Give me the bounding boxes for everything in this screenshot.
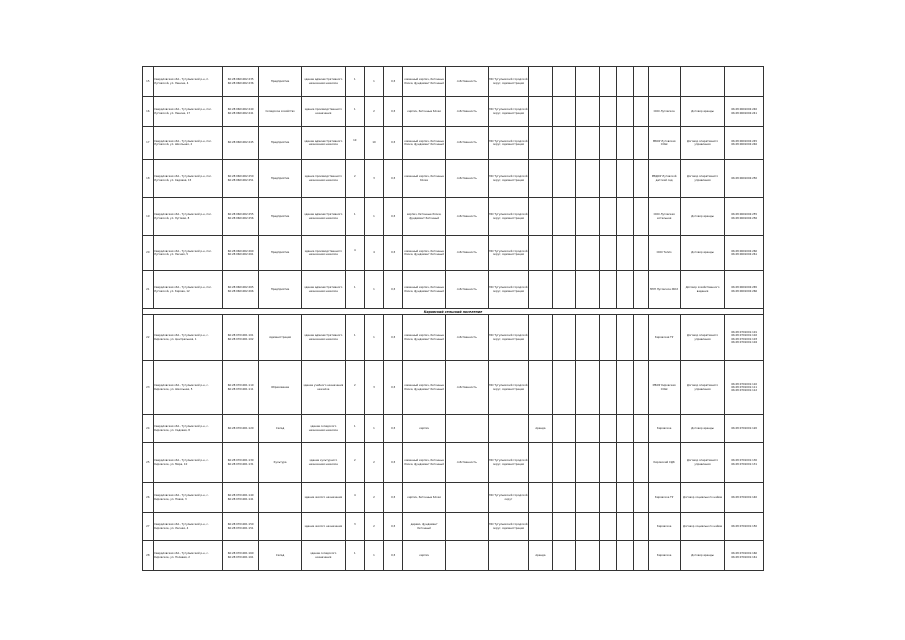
cadastral-number-cell: 66:28:0601002:240 66:28:0601002:241 [223,97,259,127]
purpose-cell: Предприятие [259,236,302,271]
material-cell: каменный кирпич, бетонные блоки, фундамент бетонный [403,271,446,309]
col-g-cell [599,315,616,361]
purpose-cell: Образование [259,361,302,415]
row-number: 21 [143,271,154,309]
col-g-cell [599,67,616,97]
owner-cell: МО Тугулымский городской округ, Администрация [488,361,529,415]
ownership-cell: собственность [445,361,488,415]
purpose-cell: Предприятие [259,67,302,97]
ownership-cell: собственность [445,315,488,361]
table-row [143,67,764,97]
col-d-cell [529,483,552,513]
value-b-cell: 2 [364,97,383,127]
col-e-cell [552,198,575,236]
row-number: 19 [143,198,154,236]
material-cell: каменный кирпич, бетонные блоки, фундамент бетонный [403,315,446,361]
object-type-cell: здание культурного назначения нежилое [301,443,345,483]
col-i-cell [633,127,648,160]
col-e-cell [552,67,575,97]
material-cell: каменный кирпич, бетонные блоки, фундамент бетонный [403,443,446,483]
value-a-cell: 1 [345,97,364,127]
ownership-cell: собственность [445,127,488,160]
material-cell: кирпич, бетонные блоки, фундамент бетонный [403,198,446,236]
col-h-cell [616,315,633,361]
object-type-cell: здание производственного назначения [301,97,345,127]
material-cell: кирпич, бетонные блоки [403,483,446,513]
cadastral-number-cell: 66:28:0701001:140 66:28:0701001:141 [223,483,259,513]
user-cell: МБДОУ Луговской детский сад [648,160,680,198]
table-row [143,361,764,415]
user-cell: Кировская ТУ [648,315,680,361]
value-a-cell: 1 [345,541,364,571]
owner-cell: МО Тугулымский городской округ, Администрация [488,443,529,483]
basis-cell: Договор аренды [680,541,725,571]
col-d-cell [529,127,552,160]
col-d-cell [529,97,552,127]
registration-cell: 66:28:0701001:120 [725,415,764,443]
material-cell: каменный кирпич, бетонные блоки [403,160,446,198]
user-cell: МБОУ Луговская СОШ [648,127,680,160]
col-g-cell [599,361,616,415]
registration-cell: 66:28:0701001:140 [725,483,764,513]
cadastral-number-cell: 66:28:0601002:245 [223,127,259,160]
cadastral-number-cell: 66:28:0601002:235 66:28:0601002:236 [223,67,259,97]
registration-cell: 66:28:0601002:255 66:28:0601002:256 [725,198,764,236]
row-number: 20 [143,236,154,271]
col-d-cell [529,236,552,271]
col-f-cell [576,198,599,236]
ownership-cell [445,415,488,443]
row-number: 25 [143,443,154,483]
object-type-cell: здание административного назначения нежилое [301,67,345,97]
row-number: 22 [143,315,154,361]
value-b-cell: 2 [364,483,383,513]
material-cell: дерево, фундамент бетонный [403,513,446,541]
purpose-cell: Складское хозяйство [259,97,302,127]
col-e-cell [552,127,575,160]
col-f-cell [576,236,599,271]
object-type-cell: здание жилого назначения [301,483,345,513]
basis-cell: Договор хозяйственного ведения [680,271,725,309]
user-cell: ООО Луговское [648,97,680,127]
value-b-cell: 3 [364,160,383,198]
value-a-cell: 1 [345,415,364,443]
address-cell: Свердловская обл., Тугулымский р-н, пос. Луговской, ул. Луговая, 8 [153,198,222,236]
col-d-cell [529,443,552,483]
col-f-cell [576,483,599,513]
col-i-cell [633,513,648,541]
basis-cell [680,67,725,97]
col-f-cell [576,160,599,198]
table-row [143,443,764,483]
row-number: 26 [143,483,154,513]
ownership-cell: собственность [445,236,488,271]
row-number: 15 [143,67,154,97]
col-e-cell [552,541,575,571]
basis-cell: Договор аренды [680,97,725,127]
value-a-cell: 2 [345,361,364,415]
col-f-cell [576,415,599,443]
col-d-cell [529,67,552,97]
col-e-cell [552,361,575,415]
value-b-cell: 2 [364,443,383,483]
col-f-cell [576,443,599,483]
registration-cell: 66:28:0701001:101 66:28:0701001:102 66:28:0701001:103 66:28:0701001:104 [725,315,764,361]
address-cell: Свердловская обл., Тугулымский р-н, с. Кировское, ул. Лесная, 4 [153,513,222,541]
value-b-cell: 2 [364,513,383,541]
value-a-cell: 1 [345,198,364,236]
basis-cell: Договор оперативного управления [680,315,725,361]
col-g-cell [599,443,616,483]
col-f-cell [576,513,599,541]
col-g-cell [599,271,616,309]
registration-cell: 66:28:0701001:150 [725,513,764,541]
purpose-cell: Предприятие [259,271,302,309]
material-cell: каменный кирпич, бетонные блоки, фундамент бетонный [403,127,446,160]
value-a-cell: 3 [345,513,364,541]
object-type-cell: здание учебного назначения нежилое [301,361,345,415]
col-d-cell: Аренда [529,415,552,443]
col-d-cell [529,361,552,415]
registration-cell: 66:28:0701001:130 66:28:0701001:131 [725,443,764,483]
value-c-cell: 0,5 [384,198,403,236]
col-g-cell [599,513,616,541]
cadastral-number-cell: 66:28:0701001:160 66:28:0701001:161 [223,541,259,571]
value-a-cell: 10 [345,127,364,160]
cadastral-number-cell: 66:28:0601002:265 66:28:0601002:266 [223,271,259,309]
owner-cell: МО Тугулымский городской округ, Администрация [488,97,529,127]
material-cell: каменный кирпич, бетонные блоки, фундамент бетонный [403,236,446,271]
owner-cell: МО Тугулымский городской округ, Администрация [488,198,529,236]
table-row [143,315,764,361]
col-h-cell [616,513,633,541]
value-a-cell: 2 [345,443,364,483]
user-cell: Кировский СДК [648,443,680,483]
value-b-cell: 1 [364,541,383,571]
address-cell: Свердловская обл., Тугулымский р-н, с. Кировское, ул. Полевая, 2 [153,541,222,571]
address-cell: Свердловская обл., Тугулымский р-н, с. Кировское, ул. Центральная, 1 [153,315,222,361]
user-cell: Кировское [648,513,680,541]
cadastral-number-cell: 66:28:0701001:101 66:28:0701001:102 [223,315,259,361]
basis-cell: Договор социального найма [680,483,725,513]
purpose-cell [259,513,302,541]
registration-cell: 66:28:0701001:160 66:28:0701001:161 [725,541,764,571]
registration-cell: 66:28:0601002:265 66:28:0601002:266 [725,271,764,309]
owner-cell: МО Тугулымский городской округ, Администрация [488,271,529,309]
col-i-cell [633,443,648,483]
col-h-cell [616,236,633,271]
object-type-cell: здание жилого назначения [301,513,345,541]
basis-cell: Договор оперативного управления [680,127,725,160]
user-cell [648,67,680,97]
row-number: 27 [143,513,154,541]
col-h-cell [616,415,633,443]
col-f-cell [576,271,599,309]
value-b-cell: 1 [364,67,383,97]
col-g-cell [599,541,616,571]
row-number: 16 [143,97,154,127]
registration-cell: 66:28:0601002:260 66:28:0601002:261 [725,236,764,271]
col-e-cell [552,315,575,361]
table-row [143,198,764,236]
object-type-cell: здание административного назначения нежилое [301,127,345,160]
table-row [143,483,764,513]
col-h-cell [616,67,633,97]
col-g-cell [599,483,616,513]
row-number: 28 [143,541,154,571]
table-row [143,271,764,309]
value-a-cell: 1 [345,271,364,309]
registration-cell: 66:28:0601002:240 66:28:0601002:241 [725,97,764,127]
col-f-cell [576,97,599,127]
row-number: 18 [143,160,154,198]
owner-cell: МО Тугулымский городской округ, Администрация [488,315,529,361]
table-row [143,415,764,443]
value-c-cell: 0,5 [384,443,403,483]
col-g-cell [599,198,616,236]
col-e-cell [552,97,575,127]
material-cell: кирпич [403,415,446,443]
owner-cell [488,415,529,443]
col-h-cell [616,127,633,160]
col-d-cell [529,160,552,198]
object-type-cell: здание производственного назначения нежилое [301,160,345,198]
table-row [143,160,764,198]
row-number: 17 [143,127,154,160]
value-c-cell: 0,5 [384,315,403,361]
basis-cell: Договор оперативного управления [680,160,725,198]
table-row [143,97,764,127]
col-h-cell [616,198,633,236]
address-cell: Свердловская обл., Тугулымский р-н, п. Луговской, ул. Ленина, 4 [153,67,222,97]
table-row [143,513,764,541]
value-b-cell: 1 [364,415,383,443]
col-h-cell [616,160,633,198]
col-e-cell [552,236,575,271]
value-c-cell: 0,5 [384,361,403,415]
value-c-cell: 0,5 [384,67,403,97]
object-type-cell: здание складского назначения [301,541,345,571]
col-i-cell [633,541,648,571]
col-d-cell [529,315,552,361]
address-cell: Свердловская обл., Тугулымский р-н, пос. Луговской, ул. Садовая, 15 [153,160,222,198]
col-e-cell [552,160,575,198]
value-a-cell: 4 [345,483,364,513]
value-a-cell: 4 [345,236,364,271]
user-cell: МБОУ Кировская СОШ [648,361,680,415]
ownership-cell: собственность [445,67,488,97]
col-i-cell [633,271,648,309]
value-b-cell: 4 [364,236,383,271]
col-i-cell [633,315,648,361]
object-type-cell: здание административного назначения нежилое [301,271,345,309]
col-i-cell [633,483,648,513]
ownership-cell [445,541,488,571]
col-h-cell [616,541,633,571]
value-b-cell: 1 [364,198,383,236]
material-cell: каменный кирпич, бетонные блоки, фундамент бетонный [403,361,446,415]
value-c-cell: 0,5 [384,160,403,198]
col-f-cell [576,315,599,361]
value-a-cell: 2 [345,160,364,198]
user-cell: ООО Тепло [648,236,680,271]
user-cell: МУП Луговское ЖКХ [648,271,680,309]
col-e-cell [552,513,575,541]
table-row [143,236,764,271]
col-i-cell [633,198,648,236]
ownership-cell: собственность [445,443,488,483]
user-cell: ООО Луговская котельная [648,198,680,236]
ownership-cell [445,483,488,513]
object-type-cell: здание административного назначения нежилое [301,315,345,361]
col-d-cell [529,271,552,309]
ownership-cell: собственность [445,198,488,236]
col-i-cell [633,236,648,271]
value-c-cell: 0,5 [384,127,403,160]
value-b-cell: 1 [364,315,383,361]
col-h-cell [616,97,633,127]
user-cell: Кировское [648,415,680,443]
address-cell: Свердловская обл., Тугулымский р-н, с. Кировское, ул. Мира, 10 [153,443,222,483]
address-cell: Свердловская обл., Тугулымский р-н, с. Кировское, ул. Школьная, 5 [153,361,222,415]
owner-cell [488,541,529,571]
basis-cell: Договор социального найма [680,513,725,541]
value-b-cell: 1 [364,271,383,309]
registration-cell [725,67,764,97]
row-number: 24 [143,415,154,443]
col-f-cell [576,127,599,160]
col-g-cell [599,127,616,160]
col-e-cell [552,443,575,483]
basis-cell: Договор оперативного управления [680,443,725,483]
value-b-cell: 3 [364,361,383,415]
purpose-cell: Склад [259,541,302,571]
value-c-cell: 0,5 [384,236,403,271]
col-g-cell [599,160,616,198]
user-cell: Кировское [648,541,680,571]
col-g-cell [599,97,616,127]
value-c-cell: 0,5 [384,513,403,541]
col-i-cell [633,97,648,127]
address-cell: Свердловская обл., Тугулымский р-н, пос. Луговской, ул. Лесная, 5 [153,236,222,271]
cadastral-number-cell: 66:28:0601002:250 66:28:0601002:251 [223,160,259,198]
material-cell: кирпич, бетонные блоки [403,97,446,127]
ownership-cell: собственность [445,271,488,309]
col-f-cell [576,67,599,97]
col-d-cell [529,513,552,541]
basis-cell: Договор аренды [680,198,725,236]
col-f-cell [576,361,599,415]
owner-cell: МО Тугулымский городской округ, Администрация [488,160,529,198]
purpose-cell [259,483,302,513]
col-i-cell [633,160,648,198]
value-c-cell: 0,5 [384,541,403,571]
basis-cell: Договор аренды [680,415,725,443]
value-a-cell: 1 [345,315,364,361]
col-g-cell [599,236,616,271]
purpose-cell: Предприятие [259,160,302,198]
col-h-cell [616,443,633,483]
object-type-cell: здание производственного назначения нежилое [301,236,345,271]
address-cell: Свердловская обл., Тугулымский р-н, с. Кировское, ул. Садовая, 8 [153,415,222,443]
registration-cell: 66:28:0601002:245 66:28:0601002:246 [725,127,764,160]
col-e-cell [552,483,575,513]
register-table [142,66,764,571]
address-cell: Свердловская обл., Тугулымский р-н, пос. Луговской, ул. Кирова, 12 [153,271,222,309]
basis-cell: Договор оперативного управления [680,361,725,415]
address-cell: Свердловская обл., Тугулымский р-н, с. Кировское, ул. Новая, 3 [153,483,222,513]
material-cell: каменный кирпич, бетонные блоки, фундамент бетонный [403,67,446,97]
value-a-cell: 1 [345,67,364,97]
col-i-cell [633,415,648,443]
object-type-cell: здание административного назначения нежилое [301,198,345,236]
value-c-cell: 0,5 [384,97,403,127]
owner-cell: МО Тугулымский городской округ, Администрация [488,67,529,97]
registration-cell: 66:28:0601002:250 [725,160,764,198]
ownership-cell: собственность [445,160,488,198]
object-type-cell: здание складского назначения нежилое [301,415,345,443]
owner-cell: МО Тугулымский городской округ, Администрация [488,513,529,541]
purpose-cell: Администрация [259,315,302,361]
cadastral-number-cell: 66:28:0701001:110 66:28:0701001:111 [223,361,259,415]
owner-cell: МО Тугулымский городской округ [488,483,529,513]
purpose-cell: Предприятие [259,127,302,160]
address-cell: Свердловская обл., Тугулымский р-н, пос. Луговской, ул. Школьная, 2 [153,127,222,160]
value-c-cell: 0,5 [384,271,403,309]
user-cell: Кировское ТУ [648,483,680,513]
ownership-cell [445,513,488,541]
col-g-cell [599,415,616,443]
col-h-cell [616,361,633,415]
registration-cell: 66:28:0701001:110 66:28:0701001:111 66:28:0701001:112 [725,361,764,415]
col-e-cell [552,415,575,443]
col-f-cell [576,541,599,571]
cadastral-number-cell: 66:28:0701001:130 66:28:0701001:131 [223,443,259,483]
table-row [143,541,764,571]
col-d-cell [529,198,552,236]
section-title: Кировский сельский поселение [143,309,764,315]
address-cell: Свердловская обл., Тугулымский р-н, пос. Луговской, ул. Ленина, 17 [153,97,222,127]
value-b-cell: 10 [364,127,383,160]
material-cell: кирпич [403,541,446,571]
value-c-cell: 0,5 [384,415,403,443]
col-h-cell [616,271,633,309]
table-row [143,127,764,160]
cadastral-number-cell: 66:28:0601002:255 66:28:0601002:256 [223,198,259,236]
ownership-cell: собственность [445,97,488,127]
value-c-cell: 0,5 [384,483,403,513]
cadastral-number-cell: 66:28:0701001:120 [223,415,259,443]
purpose-cell: Предприятие [259,198,302,236]
owner-cell: МО Тугулымский городской округ, Администрация [488,236,529,271]
col-d-cell: Аренда [529,541,552,571]
cadastral-number-cell: 66:28:0701001:150 66:28:0701001:151 [223,513,259,541]
col-h-cell [616,483,633,513]
purpose-cell: Склад [259,415,302,443]
col-i-cell [633,67,648,97]
col-i-cell [633,361,648,415]
row-number: 23 [143,361,154,415]
col-e-cell [552,271,575,309]
owner-cell: МО Тугулымский городской округ, Администрация [488,127,529,160]
basis-cell: Договор аренды [680,236,725,271]
cadastral-number-cell: 66:28:0601002:260 66:28:0601002:261 [223,236,259,271]
purpose-cell: Культура [259,443,302,483]
